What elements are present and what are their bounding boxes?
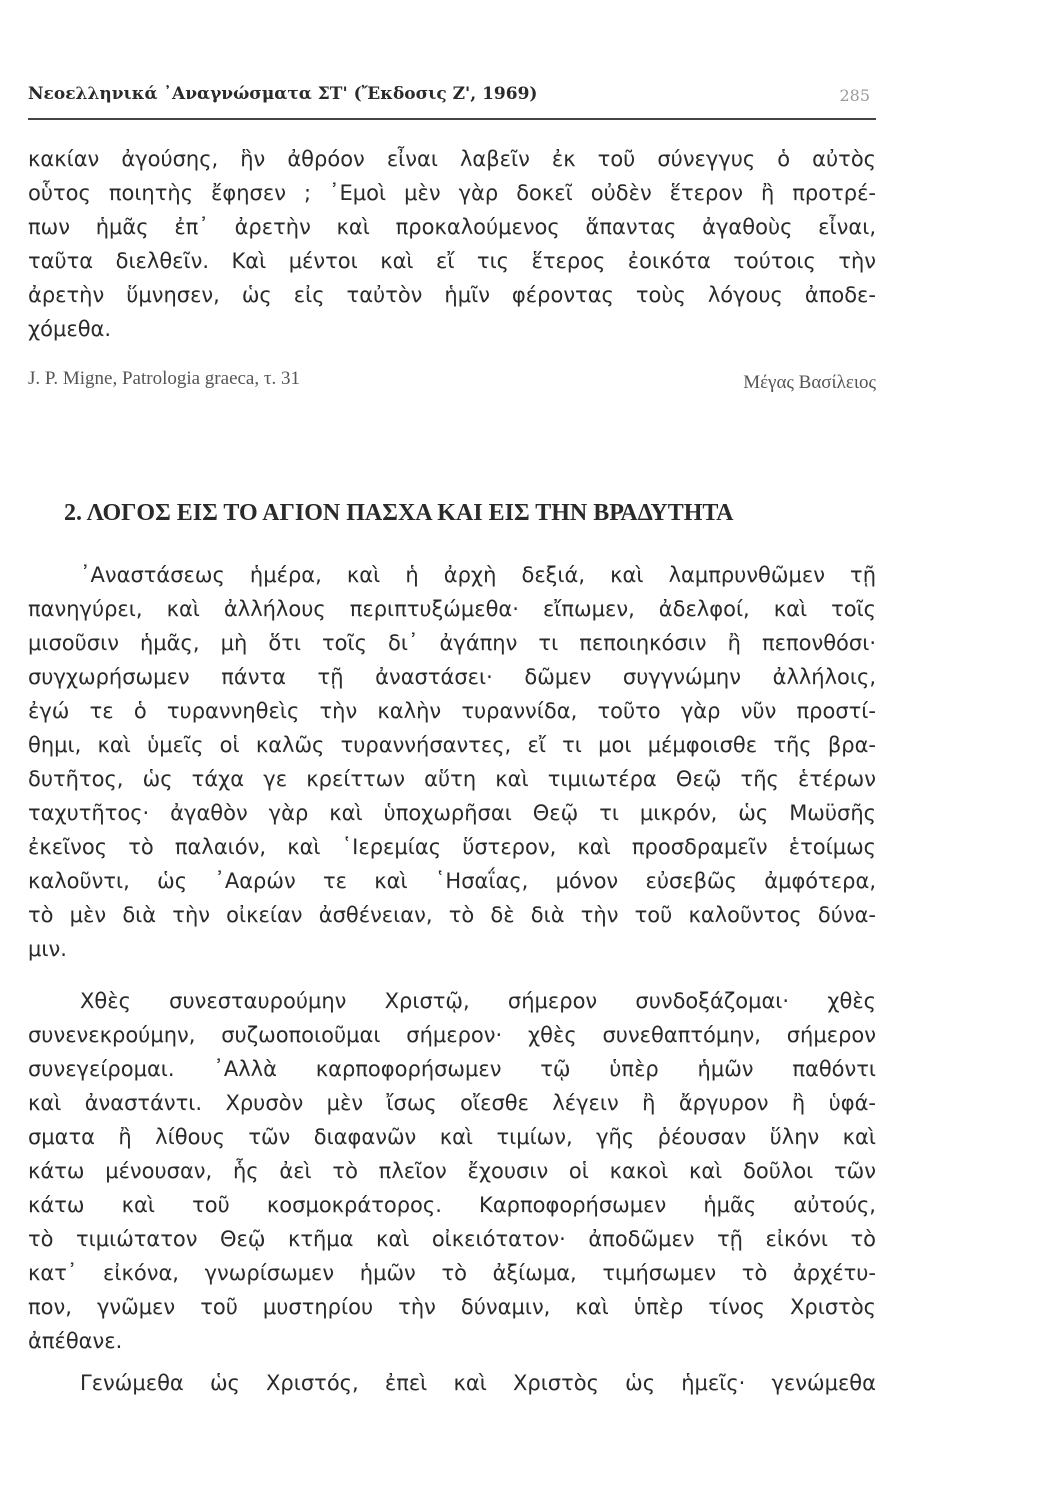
text-line: συνενεκρούμην, συζωοποιοῦμαι σήμερον· χθὲς συνεθαπτόμην, σήμερον [28, 1023, 876, 1047]
text-line: κακίαν ἀγούσης, ἣν ἀθρόον εἶναι λαβεῖν ἐκ τοῦ σύνεγγυς ὁ αὐτὸς [28, 147, 876, 171]
text-line: ταῦτα διελθεῖν. Καὶ μέντοι καὶ εἴ τις ἕτερος ἐοικότα τούτοις τὴν [28, 249, 876, 273]
page-number: 285 [839, 86, 870, 105]
text-line: Χθὲς συνεσταυρούμην Χριστῷ, σήμερον συνδοξάζομαι· χθὲς [80, 989, 876, 1013]
passage-continuation [28, 142, 876, 346]
text-line: ταχυτῆτος· ἀγαθὸν γὰρ καὶ ὑποχωρῆσαι Θεῷ τι μικρόν, ὡς Μωϋσῆς [28, 801, 876, 825]
text-line: κατ᾿ εἰκόνα, γνωρίσωμεν ἡμῶν τὸ ἀξίωμα, τιμήσωμεν τὸ ἀρχέτυ- [28, 1261, 876, 1285]
text-line: μισοῦσιν ἡμᾶς, μὴ ὅτι τοῖς δι᾿ ἀγάπην τι πεποιηκόσιν ἢ πεπονθόσι· [28, 631, 876, 655]
text-line: συνεγείρομαι. ᾿Αλλὰ καρποφορήσωμεν τῷ ὑπὲρ ἡμῶν παθόντι [28, 1057, 876, 1081]
text-line: τὸ τιμιώτατον Θεῷ κτῆμα καὶ οἰκειότατον· ἀποδῶμεν τῇ εἰκόνι τὸ [28, 1227, 876, 1251]
text-line: χόμεθα. [28, 317, 112, 341]
source-citation [28, 366, 876, 396]
text-line: ἐγώ τε ὁ τυραννηθεὶς τὴν καλὴν τυραννίδα, τοῦτο γὰρ νῦν προστί- [28, 699, 876, 723]
paragraph-3 [28, 1366, 876, 1400]
text-line: μιν. [28, 937, 67, 961]
source-author: Μέγας Βασίλειος [743, 372, 876, 393]
text-line: ᾿Αναστάσεως ἡμέρα, καὶ ἡ ἀρχὴ δεξιά, καὶ λαμπρυνθῶμεν τῇ [80, 563, 876, 587]
text-line: τὸ μὲν διὰ τὴν οἰκείαν ἀσθένειαν, τὸ δὲ διὰ τὴν τοῦ καλοῦντος δύνα- [28, 903, 876, 927]
header-title: Νεοελληνικά ᾿Αναγνώσματα ΣΤ' (Ἔκδοσις Ζ', 1969) [28, 84, 538, 104]
text-line: ἐκεῖνος τὸ παλαιόν, καὶ ῾Ιερεμίας ὕστερον, καὶ προσδραμεῖν ἑτοίμως [28, 835, 876, 859]
text-line: κάτω μένουσαν, ἧς ἀεὶ τὸ πλεῖον ἔχουσιν οἱ κακοὶ καὶ δοῦλοι τῶν [28, 1159, 876, 1183]
source-reference: J. P. Migne, Patrologia graeca, τ. 31 [28, 368, 301, 389]
paragraph-1 [28, 558, 876, 966]
paragraph-2 [28, 984, 876, 1358]
text-line: κάτω καὶ τοῦ κοσμοκράτορος. Καρποφορήσωμεν ἡμᾶς αὐτούς, [28, 1193, 876, 1217]
running-header [28, 80, 876, 120]
text-line: θημι, καὶ ὑμεῖς οἱ καλῶς τυραννήσαντες, εἴ τι μοι μέμφοισθε τῆς βρα- [28, 733, 876, 757]
header-rule [28, 118, 876, 120]
text-line: ἀρετὴν ὕμνησεν, ὡς εἰς ταὐτὸν ἡμῖν φέροντας τοὺς λόγους ἀποδε- [28, 283, 876, 307]
text-line: συγχωρήσωμεν πάντα τῇ ἀναστάσει· δῶμεν συγγνώμην ἀλλήλοις, [28, 665, 876, 689]
text-line: σματα ἢ λίθους τῶν διαφανῶν καὶ τιμίων, γῆς ῥέουσαν ὕλην καὶ [28, 1125, 876, 1149]
text-line: οὗτος ποιητὴς ἔφησεν ; ᾿Εμοὶ μὲν γὰρ δοκεῖ οὐδὲν ἕτερον ἢ προτρέ- [28, 181, 876, 205]
text-line: καλοῦντι, ὡς ᾿Ααρών τε καὶ ῾Ησαΐας, μόνον εὐσεβῶς ἀμφότερα, [28, 869, 876, 893]
text-line: καὶ ἀναστάντι. Χρυσὸν μὲν ἴσως οἴεσθε λέγειν ἢ ἄργυρον ἢ ὑφά- [28, 1091, 876, 1115]
text-line: πων ἡμᾶς ἐπ᾿ ἀρετὴν καὶ προκαλούμενος ἅπαντας ἀγαθοὺς εἶναι, [28, 215, 876, 239]
text-line: πον, γνῶμεν τοῦ μυστηρίου τὴν δύναμιν, καὶ ὑπὲρ τίνος Χριστὸς [28, 1295, 876, 1319]
text-line: πανηγύρει, καὶ ἀλλήλους περιπτυξώμεθα· εἴπωμεν, ἀδελφοί, καὶ τοῖς [28, 597, 876, 621]
text-line: ἀπέθανε. [28, 1329, 123, 1353]
text-line: δυτῆτος, ὡς τάχα γε κρείττων αὕτη καὶ τιμιωτέρα Θεῷ τῆς ἑτέρων [28, 767, 876, 791]
text-line: Γενώμεθα ὡς Χριστός, ἐπεὶ καὶ Χριστὸς ὡς ἡμεῖς· γενώμεθα [80, 1371, 876, 1395]
section-heading: 2. ΛΟΓΟΣ ΕΙΣ ΤΟ ΑΓΙΟΝ ΠΑΣΧΑ ΚΑΙ ΕΙΣ ΤΗΝ ΒΡΑΔΥΤΗΤΑ [64, 500, 734, 526]
